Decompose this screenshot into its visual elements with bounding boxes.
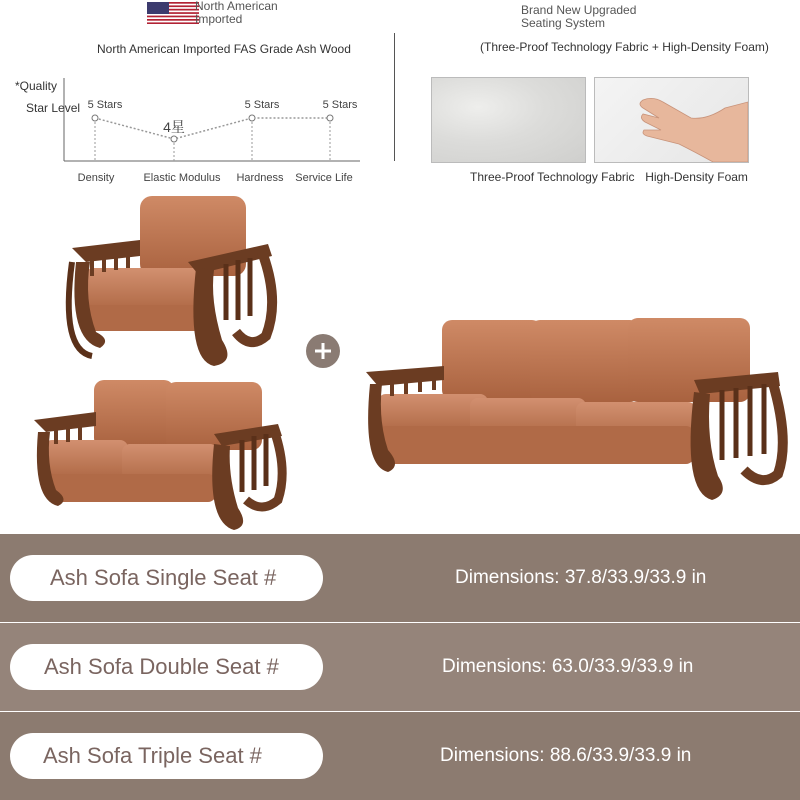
upgraded-line-2: Seating System <box>521 16 606 30</box>
chart-series-line <box>95 118 330 139</box>
upgraded-line-1: Brand New Upgraded <box>521 3 637 17</box>
fabric-caption: Three-Proof Technology Fabric <box>470 170 635 184</box>
double-seat-sofa <box>34 380 282 530</box>
chart-category-label: Service Life <box>295 172 353 184</box>
product-name: Ash Sofa Double Seat # <box>44 654 279 679</box>
hand-icon <box>595 78 748 162</box>
fabric-swatch-image <box>431 77 586 163</box>
chart-point <box>249 115 255 121</box>
product-band-triple <box>0 712 800 800</box>
upgraded-text <box>521 4 636 30</box>
triple-seat-sofa <box>366 318 783 500</box>
product-name: Ash Sofa Triple Seat # <box>43 743 262 768</box>
quality-label: *Quality <box>15 79 58 93</box>
single-seat-sofa <box>69 196 272 366</box>
quality-chart <box>0 0 400 190</box>
chart-point-label: 5 Stars <box>244 99 280 111</box>
chart-point <box>171 136 177 142</box>
foam-swatch-image <box>594 77 749 163</box>
chart-category-label: Density <box>77 172 115 184</box>
product-dimensions: Dimensions: 88.6/33.9/33.9 in <box>440 745 692 766</box>
foam-caption: High-Density Foam <box>645 170 748 184</box>
product-dimensions: Dimensions: 63.0/33.9/33.9 in <box>442 656 694 677</box>
sofa-set-illustration <box>0 185 800 535</box>
product-name-pill <box>10 555 323 601</box>
origin-text-left: North American Imported <box>195 0 278 26</box>
plus-icon <box>306 334 340 368</box>
chart-point-label: 5 Stars <box>87 99 123 111</box>
ash-wood-title: North American Imported FAS Grade Ash Wood <box>97 42 351 56</box>
chart-point <box>327 115 333 121</box>
chart-point <box>92 115 98 121</box>
chart-point-label: 5 Stars <box>322 99 358 111</box>
product-dimensions: Dimensions: 37.8/33.9/33.9 in <box>455 567 707 588</box>
seating-system-title: (Three-Proof Technology Fabric + High-Density Foam) <box>480 40 769 54</box>
star-level-label: Star Level <box>26 101 81 115</box>
product-band-single <box>0 534 800 622</box>
product-name: Ash Sofa Single Seat # <box>50 565 277 590</box>
product-band-double <box>0 623 800 711</box>
chart-point-label: 4星 <box>163 119 185 135</box>
product-name-pill <box>10 644 323 690</box>
chart-category-label: Hardness <box>236 172 284 184</box>
product-name-pill <box>10 733 323 779</box>
chart-category-label: Elastic Modulus <box>143 172 221 184</box>
